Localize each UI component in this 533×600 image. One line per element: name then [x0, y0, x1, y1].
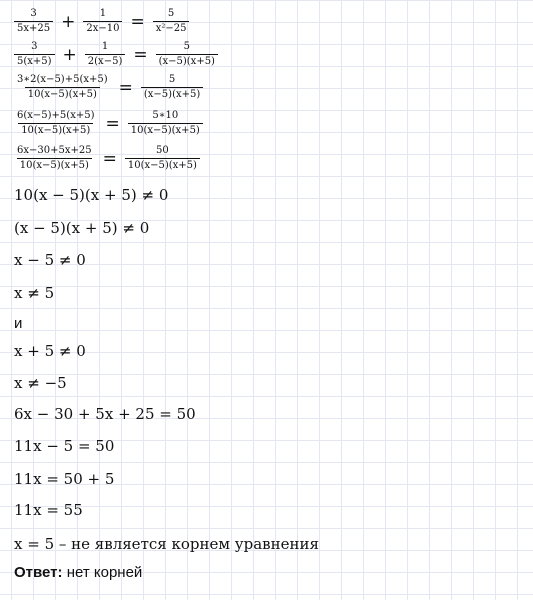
answer-text: нет корней: [62, 564, 143, 581]
solution-step: x + 5 ≠ 0: [14, 342, 86, 360]
equals-operator: =: [105, 113, 120, 134]
plus-operator: +: [61, 11, 76, 32]
equals-operator: =: [118, 77, 133, 98]
fraction: $\frac{5}{\text{x²−25}}$: [153, 8, 190, 35]
solution-step: x ≠ −5: [14, 374, 67, 392]
equals-operator: =: [133, 44, 148, 65]
fraction: $\frac{3∗2(x-5)+5(x+5)}{10(x-5)(x+5)}$: [17, 74, 108, 100]
solution-step: 11x − 5 = 50: [14, 437, 115, 455]
solution-step: 11x = 55: [14, 501, 83, 519]
conclusion-step: x = 5 – не является корнем уравнения: [14, 535, 319, 553]
fraction: $\frac{1}{2(x-5)}$: [85, 41, 126, 68]
solution-step: (x − 5)(x + 5) ≠ 0: [14, 219, 150, 237]
fraction: $\frac{5}{(x-5)(x+5)}$: [141, 74, 203, 101]
answer-line: [14, 564, 142, 581]
fraction: $\frac{1}{2x-10}$: [83, 8, 122, 35]
equals-operator: =: [130, 11, 145, 32]
solution-step: 6x − 30 + 5x + 25 = 50: [14, 405, 196, 423]
solution-step: x ≠ 5: [14, 284, 55, 302]
equation-row-4: [14, 110, 203, 137]
equals-operator: =: [102, 148, 117, 169]
equation-row-5: [14, 145, 200, 172]
fraction: $\frac{6x-30+5x+25}{10(x-5)(x+5)}$: [17, 145, 92, 171]
fraction: $\frac{5∗10}{10(x-5)(x+5)}$: [128, 110, 203, 137]
solution-step: 11x = 50 + 5: [14, 470, 115, 488]
fraction: $\frac{6(x-5)+5(x+5)}{10(x-5)(x+5)}$: [17, 110, 95, 136]
answer-label: Ответ:: [14, 564, 63, 581]
fraction: $\frac{3}{5x+25}$: [14, 8, 53, 35]
fraction: $\frac{3}{5(x+5)}$: [14, 41, 55, 68]
plus-operator: +: [62, 44, 77, 65]
solution-step: x − 5 ≠ 0: [14, 251, 86, 269]
equation-row-3: [14, 74, 203, 101]
fraction: $\frac{50}{10(x-5)(x+5)}$: [125, 145, 200, 172]
conjunction-text: и: [14, 315, 23, 332]
solution-step: 10(x − 5)(x + 5) ≠ 0: [14, 186, 169, 204]
fraction: $\frac{5}{(x-5)(x+5)}$: [156, 41, 218, 68]
equation-row-2: [14, 41, 218, 68]
equation-row-1: [14, 8, 189, 35]
